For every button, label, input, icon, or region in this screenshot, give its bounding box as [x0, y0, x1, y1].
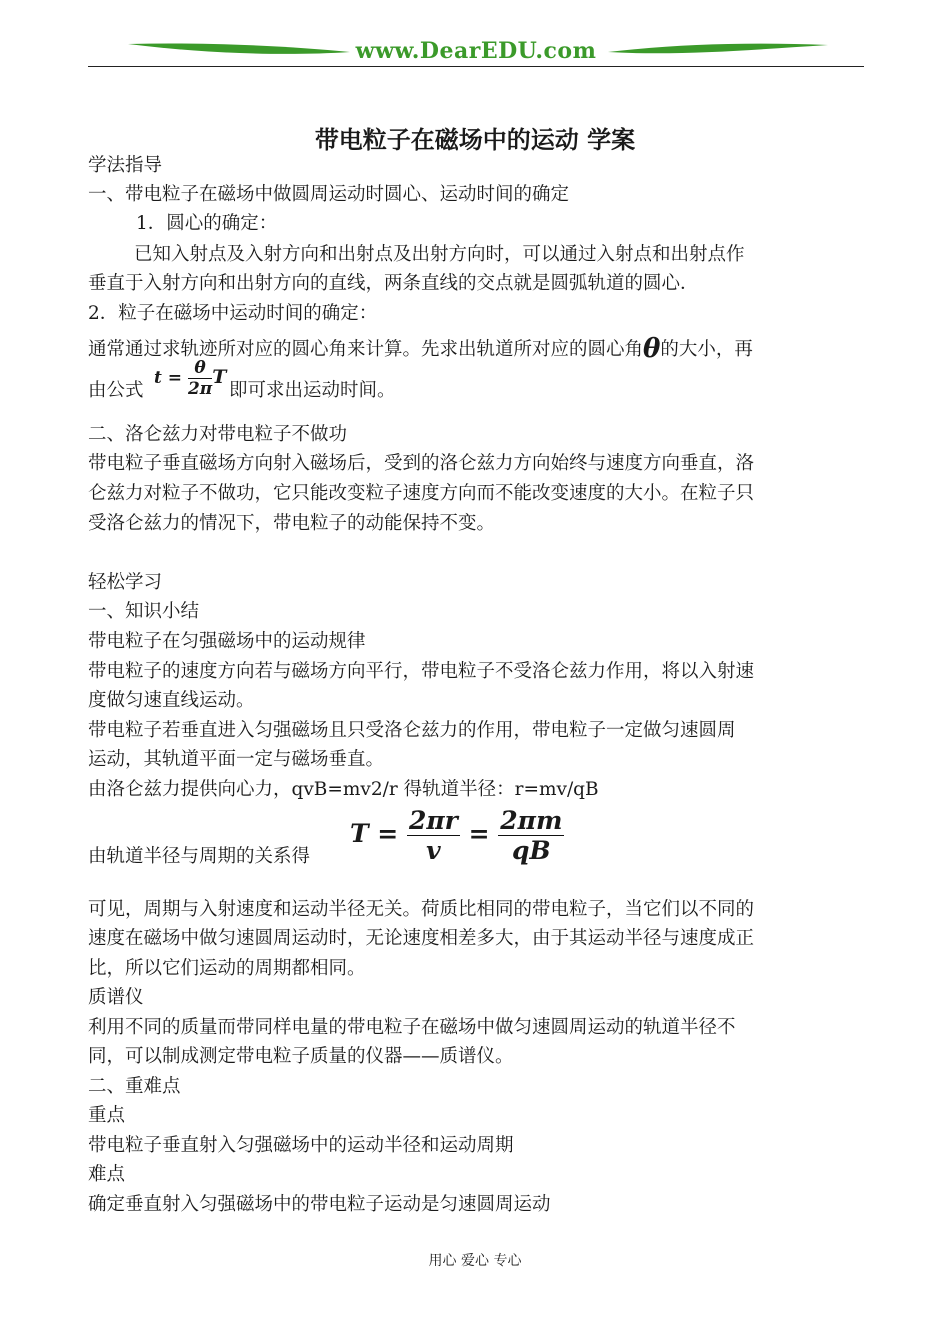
formula-equals: = [468, 819, 490, 848]
paragraph-line: 运动，其轨道平面一定与磁场垂直。 [88, 749, 385, 770]
site-header-banner [88, 36, 864, 68]
text-segment: 通常通过求轨迹所对应的圆心角来计算。先求出轨道所对应的圆心角 [88, 339, 644, 360]
formula-tail: T [212, 366, 227, 388]
heading-knowledge-summary: 一、知识小结 [88, 601, 200, 622]
fraction-numerator: 2πr [408, 806, 458, 835]
formula-lhs: T = [350, 819, 399, 848]
paragraph-line: 同，可以制成测定带电粒子质量的仪器——质谱仪。 [88, 1046, 514, 1067]
section-heading-easy-learning: 轻松学习 [88, 572, 163, 593]
paragraph-line: 受洛仑兹力的情况下，带电粒子的动能保持不变。 [88, 513, 496, 534]
fraction [407, 806, 460, 865]
paragraph-line: 确定垂直射入匀强磁场中的带电粒子运动是匀速圆周运动 [88, 1194, 551, 1215]
paragraph-line: 带电粒子垂直射入匀强磁场中的运动半径和运动周期 [88, 1135, 514, 1156]
page-footer: 用心 爱心 专心 [428, 1253, 522, 1269]
subheading-center-determination: 1．圆心的确定： [136, 213, 278, 234]
heading-difficult-point: 难点 [88, 1164, 126, 1185]
fraction-denominator: qB [512, 836, 551, 865]
fraction [498, 806, 564, 865]
fraction-denominator: 2π [187, 379, 213, 399]
fraction-numerator: 2πm [500, 806, 563, 835]
paragraph-line: 速度在磁场中做匀速圆周运动时，无论速度相差多大，由于其运动半径与速度成正 [88, 928, 755, 949]
heading-circle-center: 一、带电粒子在磁场中做圆周运动时圆心、运动时间的确定 [88, 184, 570, 205]
theta-symbol: θ [643, 334, 661, 364]
site-url-logo: www.DearEDU.com [355, 38, 597, 64]
paragraph-line: 已知入射点及入射方向和出射点及出射方向时，可以通过入射点和出射点作 [134, 244, 745, 265]
formula-lhs: t = [154, 368, 183, 388]
section-heading-study-guide: 学法指导 [88, 155, 163, 176]
paragraph-line: 带电粒子垂直磁场方向射入磁场后，受到的洛仑兹力方向始终与速度方向垂直，洛 [88, 453, 755, 474]
text-segment: 的大小，再 [660, 339, 753, 360]
heading-key-difficult-points: 二、重难点 [88, 1076, 181, 1097]
paragraph-line: 垂直于入射方向和出射方向的直线，两条直线的交点就是圆弧轨道的圆心． [88, 273, 699, 294]
formula-outro-text: 即可求出运动时间。 [229, 380, 396, 401]
paragraph-line: 带电粒子若垂直进入匀强磁场且只受洛仑兹力的作用，带电粒子一定做匀速圆周 [88, 720, 736, 741]
fraction-denominator: v [426, 836, 441, 865]
fraction-numerator: θ [188, 358, 212, 379]
formula-intro-text: 由公式 [88, 380, 144, 401]
heading-lorentz-no-work: 二、洛仑兹力对带电粒子不做功 [88, 424, 348, 445]
heading-key-point: 重点 [88, 1105, 126, 1126]
time-formula [154, 358, 226, 399]
page-title: 带电粒子在磁场中的运动 学案 [314, 126, 636, 154]
paragraph-line: 仑兹力对粒子不做功，它只能改变粒子速度方向而不能改变速度的大小。在粒子只 [88, 483, 755, 504]
heading-mass-spectrometer: 质谱仪 [88, 987, 144, 1008]
fraction [188, 358, 212, 399]
paragraph-line-radius: 由洛仑兹力提供向心力，qvB=mv2/r 得轨道半径：r=mv/qB [88, 779, 599, 800]
header-divider [88, 66, 864, 67]
paragraph-line: 可见，周期与入射速度和运动半径无关。荷质比相同的带电粒子，当它们以不同的 [88, 899, 755, 920]
period-formula [350, 806, 564, 865]
paragraph-line: 比，所以它们运动的周期都相同。 [88, 958, 366, 979]
paragraph-line: 利用不同的质量而带同样电量的带电粒子在磁场中做匀速圆周运动的轨道半径不 [88, 1017, 736, 1038]
subheading-time-determination: 2．粒子在磁场中运动时间的确定： [88, 303, 378, 324]
paragraph-line: 带电粒子在匀强磁场中的运动规律 [88, 631, 366, 652]
paragraph-line: 带电粒子的速度方向若与磁场方向平行，带电粒子不受洛仑兹力作用，将以入射速 [88, 661, 755, 682]
period-relation-text: 由轨道半径与周期的关系得 [88, 846, 311, 867]
paragraph-line: 度做匀速直线运动。 [88, 690, 255, 711]
